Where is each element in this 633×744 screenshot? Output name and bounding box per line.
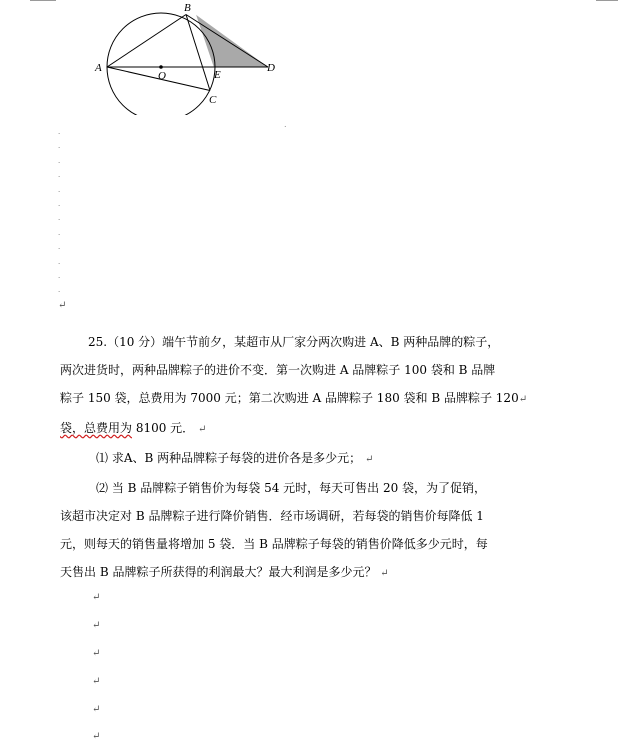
empty-mark: .: [58, 156, 61, 165]
page-corner-right: [596, 0, 618, 1]
circle-o: [107, 13, 215, 115]
question-1-text: ⑴ 求A、B 两种品牌粽子每袋的进价各是多少元；: [96, 451, 362, 465]
empty-mark: .: [58, 128, 61, 136]
paragraph-mark: ↵: [364, 454, 374, 465]
blank-paragraph-mark: ↵: [92, 704, 101, 715]
geometry-figure: [88, 0, 288, 115]
problem-line-text: 粽子 150 袋，总费用为 7000 元；第二次购进 A 品牌粽子 180 袋和 B 品牌粽子 120: [60, 391, 519, 405]
spellcheck-underlined-text: 袋，总费用为: [60, 421, 133, 435]
shaded-region: [196, 15, 268, 67]
blank-paragraph-mark: ↵: [92, 731, 101, 742]
question-2-line: 该超市决定对 B 品牌粽子进行降价销售．经市场调研，若每袋的销售价每降低 1: [60, 509, 484, 523]
label-a: A: [95, 62, 102, 74]
label-e: E: [214, 69, 221, 81]
problem-line: [60, 414, 580, 444]
empty-paragraph-marks: [58, 129, 68, 316]
problem-25: [60, 328, 580, 588]
empty-mark: .: [58, 142, 61, 151]
line-ab: [107, 15, 186, 68]
empty-mark: .: [58, 286, 61, 295]
center-o-dot: [159, 65, 163, 69]
empty-mark: .: [58, 171, 61, 180]
label-c: C: [209, 94, 217, 106]
empty-mark: .: [58, 271, 61, 280]
paragraph-mark: ↵: [380, 568, 389, 579]
blank-paragraph-mark: ↵: [92, 592, 101, 603]
question-2-line: [60, 558, 580, 588]
empty-mark: .: [58, 243, 61, 252]
empty-mark: .: [58, 257, 61, 266]
stray-mark: .: [284, 120, 287, 129]
problem-line: [60, 384, 580, 414]
paragraph-mark: ↵: [58, 299, 67, 311]
blank-paragraph-mark: ↵: [92, 676, 101, 687]
question-2-text: 天售出 B 品牌粽子所获得的利润最大？最大利润是多少元？: [60, 565, 377, 579]
label-b: B: [184, 2, 191, 14]
empty-mark: .: [58, 185, 61, 194]
problem-line: 两次进货时，两种品牌粽子的进价不变．第一次购进 A 品牌粽子 100 袋和 B 品牌: [60, 363, 496, 377]
question-2-line: 元，则每天的销售量将增加 5 袋．当 B 品牌粽子每袋的销售价降低多少元时，每: [60, 537, 488, 551]
problem-line-text: 8100 元．: [132, 421, 195, 435]
blank-paragraph-mark: ↵: [92, 620, 101, 631]
paragraph-mark: ↵: [518, 394, 528, 405]
empty-mark: .: [58, 214, 61, 223]
label-d: D: [267, 62, 275, 74]
paragraph-mark: ↵: [198, 424, 207, 435]
empty-mark: .: [58, 199, 61, 208]
question-1: [60, 444, 580, 474]
label-o: O: [158, 70, 166, 82]
empty-mark: .: [58, 228, 61, 237]
question-2-line: ⑵ 当 B 品牌粽子销售价为每袋 54 元时，每天可售出 20 袋，为了促销，: [96, 481, 487, 495]
page-corner-left: [30, 0, 56, 1]
problem-line: 25.（10 分）端午节前夕，某超市从厂家分两次购进 A、B 两种品牌的粽子，: [88, 335, 500, 349]
blank-paragraph-mark: ↵: [92, 648, 101, 659]
